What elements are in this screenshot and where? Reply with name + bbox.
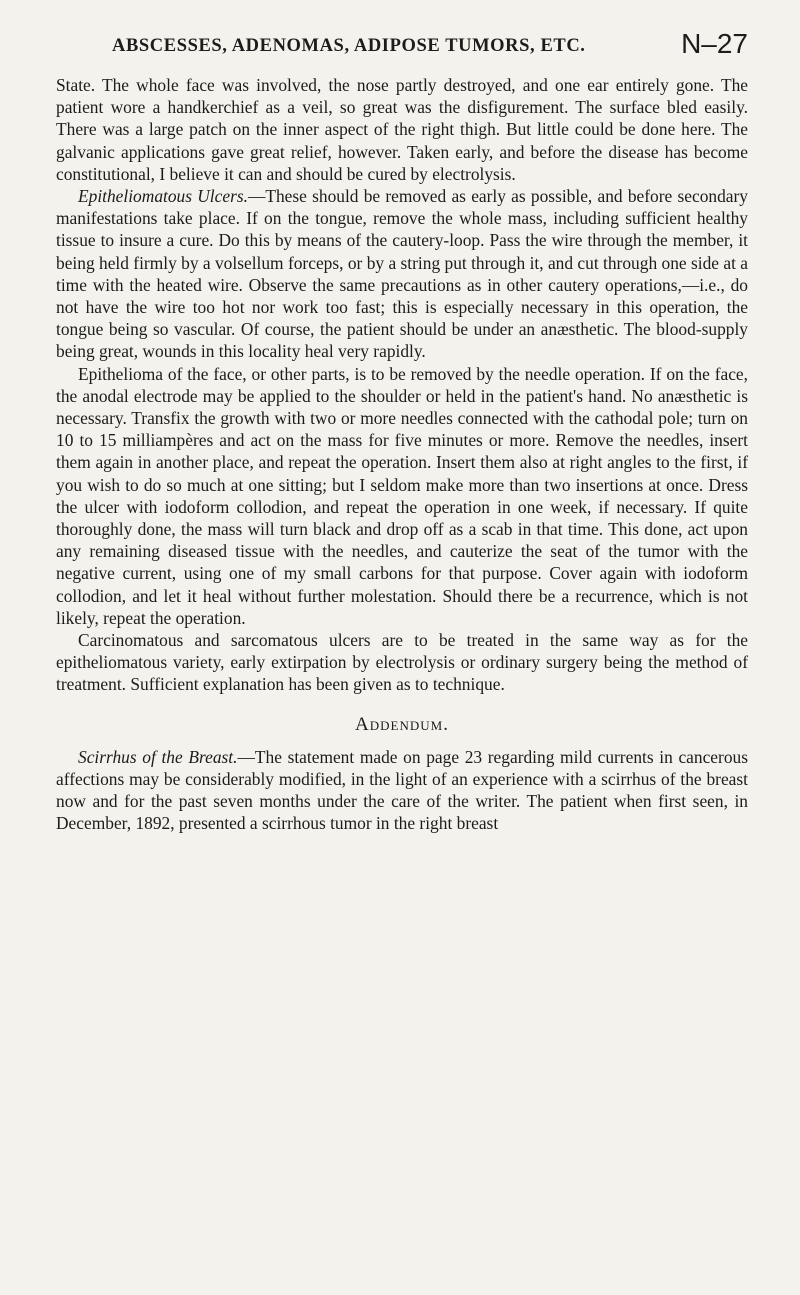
page-number: N–27 bbox=[681, 28, 748, 59]
paragraph-body: —These should be removed as early as possible, and before secondary manifestations take place. If on the tongue, remove the whole mass, including sufficient healthy tissue to insure a cure. Do this by means of the cautery-loop. Pass the wire through the member, it being held firmly by a volsellum forceps, or by a string put through it, and cut through one side at a time with the heated wire. Observe the same precautions as in other cautery operations,—i.e., do not have the wire too hot nor work too fast; this is especially necessary in this operation, the tongue being so vascular. Of course, the patient should be under an anæsthetic. The blood-supply being great, wounds in this locality heal very rapidly. bbox=[56, 186, 748, 362]
paragraph-body: State. The whole face was involved, the nose partly destroyed, and one ear entirely gone. The patient wore a handkerchief as a veil, so great was the disfigurement. The surface bled easily. There was a large patch on the inner aspect of the right thigh. But little could be done here. The galvanic applications gave great relief, however. Taken early, and before the disease has become constitutional, I believe it can and should be cured by electrolysis. bbox=[56, 75, 748, 184]
section-lead: Scirrhus of the Breast. bbox=[78, 746, 238, 767]
body-text bbox=[56, 74, 748, 835]
paragraph bbox=[56, 74, 748, 185]
paragraph bbox=[56, 363, 748, 629]
paragraph bbox=[56, 185, 748, 363]
running-head bbox=[56, 26, 748, 74]
paragraph-body: Epithelioma of the face, or other parts, is to be removed by the needle operation. If on the face, the anodal electrode may be applied to the shoulder or held in the patient's hand. No anæsthetic is necessary. Transfix the growth with two or more needles connected with the cathodal pole; turn on 10 to 15 milliampères and act on the mass for five minutes or more. Remove the needles, insert them again in another place, and repeat the operation. Insert them also at right angles to the first, if you wish to do so much at one sitting; but I seldom make more than two insertions at once. Dress the ulcer with iodoform collodion, and repeat the operation in one week, if necessary. If quite thoroughly done, the mass will turn black and drop off as a scab in that time. This done, act upon any remaining diseased tissue with the needles, and cauterize the seat of the tumor with the negative current, using one of my small carbons for that purpose. Cover again with iodoform collodion, and let it heal without further molestation. Should there be a recurrence, which is not likely, repeat the operation. bbox=[56, 363, 748, 628]
running-title: ABSCESSES, ADENOMAS, ADIPOSE TUMORS, ETC. bbox=[112, 36, 586, 56]
paragraph bbox=[56, 746, 748, 835]
paragraph-body: Carcinomatous and sarcomatous ulcers are to be treated in the same way as for the epitheliomatous variety, early extirpation by electrolysis or ordinary surgery being the method of treatment. Sufficient explanation has been given as to technique. bbox=[56, 630, 748, 695]
section-lead: Epitheliomatous Ulcers. bbox=[78, 186, 248, 207]
paragraph-body: —The statement made on page 23 regarding mild currents in cancerous affections may be considerably modified, in the light of an experience with a scirrhus of the breast now and for the past seven months under the care of the writer. The patient when first seen, in December, 1892, presented a scirrhous tumor in the right breast bbox=[56, 746, 748, 834]
addendum-heading: Addendum. bbox=[355, 713, 449, 735]
paragraph bbox=[56, 629, 748, 696]
